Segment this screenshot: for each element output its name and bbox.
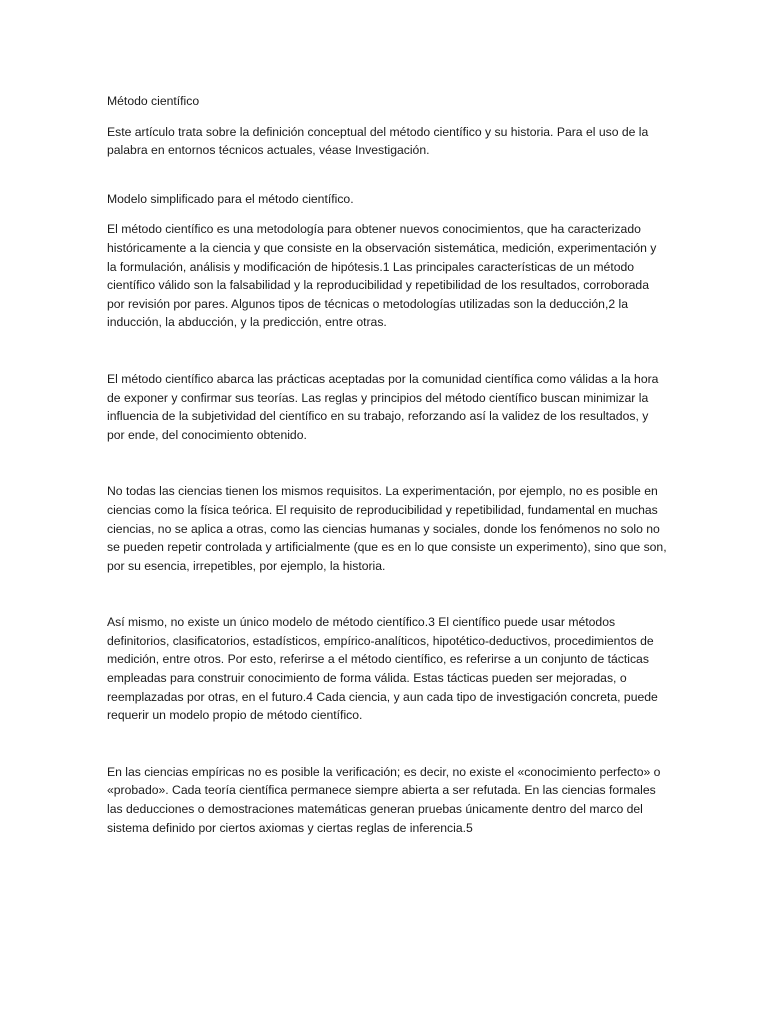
body-paragraph-5: En las ciencias empíricas no es posible la verificación; es decir, no existe el «conocimiento perfecto» o «probado». Cada teoría científica permanece siempre abierta a ser refutada. En las ciencias formales las deducciones o demostraciones matemáticas generan pruebas únicamente dentro del marco del sistema definido por ciertos axiomas y ciertas reglas de inferencia.5: [107, 764, 661, 835]
body-paragraph-4: Así mismo, no existe un único modelo de método científico.3 El científico puede usar métodos definitorios, clasificatorios, estadísticos, empírico-analíticos, hipotético-deductivos, procedimientos de medición, entre otros. Por esto, referirse a el método científico, es referirse a un conjunto de tácticas empleadas para construir conocimiento de forma válida. Estas tácticas pueden ser mejoradas, o reemplazadas por otras, en el futuro.4 Cada ciencia, y aun cada tipo de investigación concreta, puede requerir un modelo propio de método científico.: [107, 615, 658, 723]
body-paragraph-1: El método científico es una metodología para obtener nuevos conocimientos, que ha caracterizado históricamente a la ciencia y que consiste en la observación sistemática, medición, experimentación y la formulación, análisis y modificación de hipótesis.1 Las principales características de un método científico válido son la falsabilidad y la reproducibilidad y repetibilidad de los resultados, corroborada por revisión por pares. Algunos tipos de técnicas o metodologías utilizadas son la deducción,2 la inducción, la abducción, y la predicción, entre otras.: [107, 222, 657, 330]
document-body: [107, 92, 667, 875]
intro-paragraph: Este artículo trata sobre la definición conceptual del método científico y su historia. Para el uso de la palabra en entornos técnicos actuales, véase Investigación.: [107, 124, 649, 158]
body-paragraph-2: El método científico abarca las prácticas aceptadas por la comunidad científica como válidas a la hora de exponer y confirmar sus teorías. Las reglas y principios del método científico buscan minimizar la influencia de la subjetividad del científico en su trabajo, reforzando así la validez de los resultados, y por ende, del conocimiento obtenido.: [107, 371, 659, 442]
body-paragraph-3: No todas las ciencias tienen los mismos requisitos. La experimentación, por ejemplo, no es posible en ciencias como la física teórica. El requisito de reproducibilidad y repetibilidad, fundamental en muchas ciencias, no se aplica a otras, como las ciencias humanas y sociales, donde los fenómenos no solo no se pueden repetir controlada y artificialmente (que es en lo que consiste un experimento), sino que son, por su esencia, irrepetibles, por ejemplo, la historia.: [107, 484, 667, 573]
figure-caption: Modelo simplificado para el método científico.: [107, 191, 354, 206]
document-title: Método científico: [107, 94, 200, 108]
